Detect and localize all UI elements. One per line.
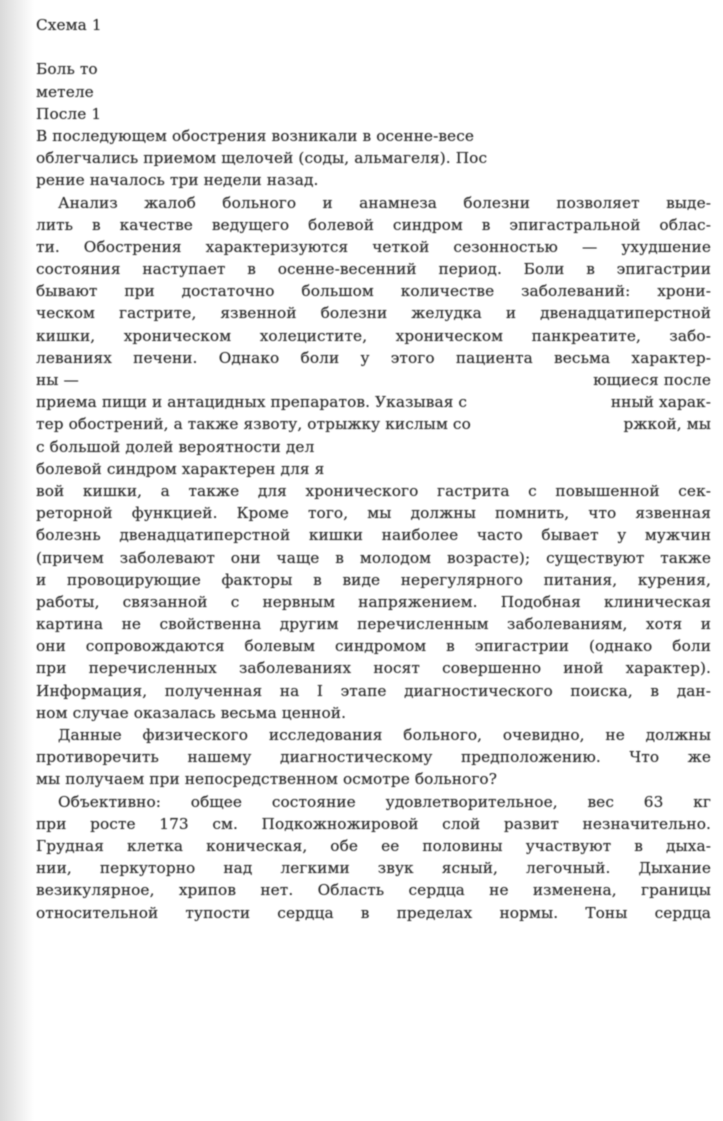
- paragraph-line: и провоцирующие факторы в виде нерегулярного питания, курения,: [36, 570, 711, 589]
- paragraph-line: леваниях печени. Однако боли у этого пациента весьма характер-: [36, 348, 711, 367]
- paragraph-line: Данные физического исследования больного, очевидно, не должны: [58, 726, 711, 744]
- paragraph-line: мы получаем при непосредственном осмотре больного?: [36, 770, 498, 789]
- paragraph-line: ти. Обострения характеризуются четкой сезонностью — ухудшение: [36, 237, 711, 256]
- paragraph-line: они сопровождаются болевым синдромом в эпигастрии (однако боли: [36, 637, 711, 656]
- line-right: ржкой, мы: [623, 415, 711, 434]
- paragraph-line: работы, связанной с нервным напряжением. Подобная клиническая: [36, 592, 711, 611]
- page-text: [36, 14, 711, 924]
- paragraph-line: реторной функцией. Кроме того, мы должны помнить, что язвенная: [36, 504, 711, 523]
- paragraph-line-split: [36, 369, 711, 391]
- paragraph-line: Объективно: общее состояние удовлетворительное, вес 63 кг: [58, 792, 711, 811]
- paragraph-line: рение началось три недели назад.: [36, 171, 319, 190]
- paragraph-line: (причем заболевают они чаще в молодом возрасте); существуют также: [36, 548, 711, 567]
- paragraph-line: Анализ жалоб больного и анамнеза болезни позволяет выде-: [58, 193, 711, 212]
- paragraph-line: Грудная клетка коническая, обе ее половины участвуют в дыха-: [36, 836, 711, 855]
- fragment-line: Боль то: [36, 60, 98, 79]
- paragraph-line: при росте 173 см. Подкожножировой слой развит незначительно.: [36, 814, 711, 833]
- paragraph-line: вой кишки, а также для хронического гастрита с повышенной сек-: [36, 481, 711, 500]
- paragraph-line: ческом гастрите, язвенной болезни желудка и двенадцатиперстной: [36, 304, 711, 323]
- line-left: тер обострений, а также язвоту, отрыжку кислым со: [36, 415, 471, 434]
- paragraph-line: везикулярное, хрипов нет. Область сердца не изменена, границы: [36, 881, 711, 900]
- line-right: ющиеся после: [593, 371, 711, 389]
- fragment-line: После 1: [36, 104, 102, 123]
- paragraph-line: относительной тупости сердца в пределах нормы. Тоны сердца: [36, 903, 711, 922]
- paragraph-line: с большой долей вероятности дел: [36, 437, 315, 456]
- line-right: нный харак-: [610, 393, 711, 412]
- paragraph-line: картина не свойственна другим перечисленным заболеваниям, хотя и: [36, 615, 711, 634]
- line-left: приема пищи и антацидных препаратов. Указывая с: [36, 393, 468, 412]
- paragraph-line: бывают при достаточно большом количестве заболеваний: хрони-: [36, 282, 711, 301]
- paragraph-line: Информация, полученная на I этапе диагностического поиска, в дан-: [36, 681, 711, 700]
- paragraph-line: лить в качестве ведущего болевой синдром в эпигастральной облас-: [36, 215, 711, 234]
- paragraph-line: противоречить нашему диагностическому предположению. Что же: [36, 748, 711, 767]
- paragraph-line: при перечисленных заболеваниях носят совершенно иной характер).: [36, 659, 711, 678]
- spacer: [36, 36, 711, 58]
- paragraph-line: кишки, хроническом холецистите, хроническом панкреатите, забо-: [36, 326, 711, 345]
- paragraph-line: облегчались приемом щелочей (соды, альмагеля). Пос: [36, 149, 488, 168]
- paragraph-line: состояния наступает в осенне-весенний период. Боли в эпигастрии: [36, 260, 711, 279]
- paragraph-line-split: [36, 413, 711, 435]
- paragraph-line: нии, перкуторно над легкими звук ясный, легочный. Дыхание: [36, 859, 711, 878]
- line-left: ны —: [36, 371, 79, 389]
- header-label: Схема 1: [36, 16, 102, 34]
- paragraph-line: ном случае оказалась весьма ценной.: [36, 703, 347, 722]
- paragraph-line: В последующем обострения возникали в осенне-весе: [36, 126, 475, 145]
- paragraph-line-split: [36, 391, 711, 413]
- fragment-line: метеле: [36, 82, 94, 101]
- paragraph-line: болевой синдром характерен для я: [36, 459, 325, 478]
- binding-shadow: [0, 0, 34, 1121]
- paragraph-line: болезнь двенадцатиперстной кишки наиболее часто бывает у мужчин: [36, 526, 711, 545]
